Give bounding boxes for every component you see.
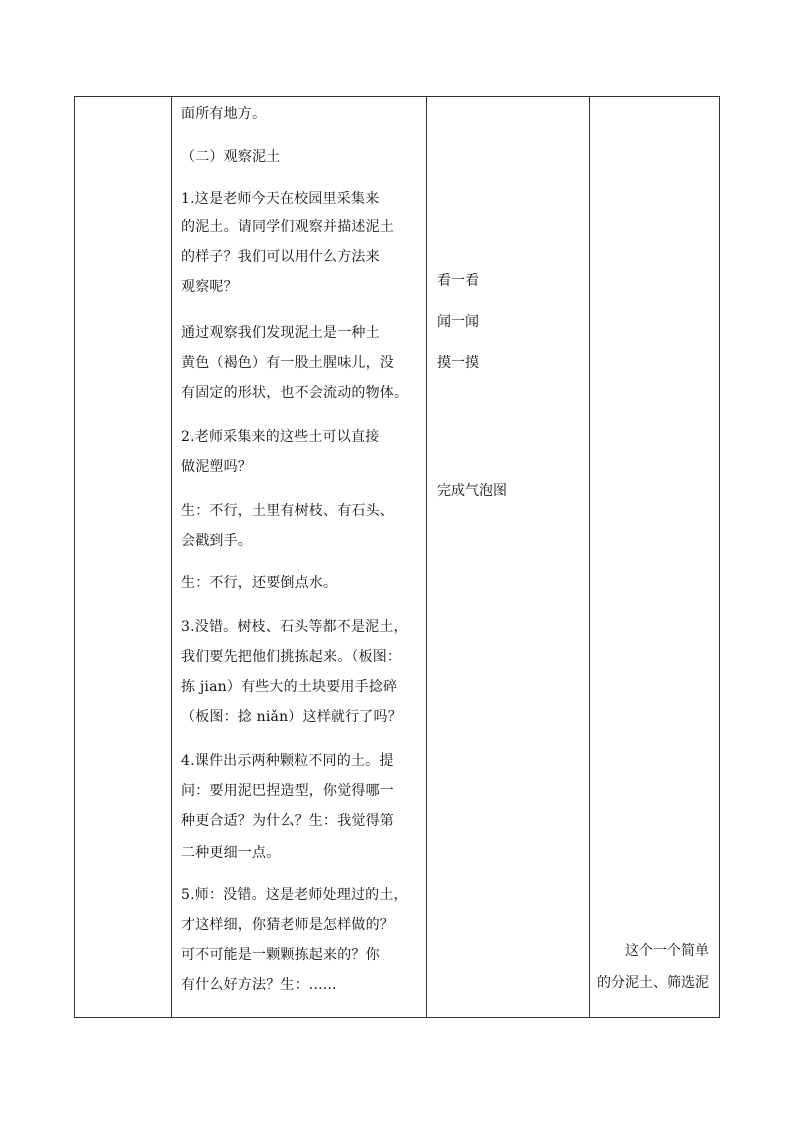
process-line: 可不可能是一颗颗拣起来的？你 (181, 947, 380, 963)
process-line: 生：不行，土里有树枝、有石头、 (181, 503, 394, 519)
process-line: 有固定的形状，也不会流动的物体。 (181, 385, 409, 401)
note-line: 的分泥土、筛选泥 (597, 975, 709, 991)
process-line: 拣 jian）有些大的土块要用手捻碎 (181, 679, 398, 695)
process-line: （板图：捻 niǎn）这样就行了吗？ (181, 709, 402, 725)
activity-item: 看一看 (437, 273, 479, 289)
process-line: 1.这是老师今天在校园里采集来 (181, 191, 380, 207)
process-line: 2.老师采集来的这些土可以直接 (181, 429, 380, 445)
teaching-process-cell (172, 97, 426, 1017)
process-line: 问：要用泥巴捏造型，你觉得哪一 (181, 783, 394, 799)
process-line: 黄色（褐色）有一股土腥味儿，没 (181, 355, 394, 371)
process-line: 会戳到手。 (181, 533, 252, 549)
process-line: 观察呢？ (181, 279, 238, 295)
process-line: 3.没错。树枝、石头等都不是泥土， (181, 619, 408, 635)
activity-item: 完成气泡图 (437, 483, 507, 499)
process-line: 通过观察我们发现泥土是一种土 (181, 325, 380, 341)
process-line: 生：不行，还要倒点水。 (181, 575, 338, 591)
process-line: 5.师：没错。这是老师处理过的土， (181, 887, 408, 903)
process-line: 我们要先把他们挑拣起来。（板图： (181, 649, 402, 665)
process-heading: （二）观察泥土 (181, 149, 281, 165)
process-line: 的样子？我们可以用什么方法来 (181, 249, 380, 265)
process-line: 才这样细，你猜老师是怎样做的？ (181, 917, 394, 933)
process-line: 的泥土。请同学们观察并描述泥土 (181, 219, 394, 235)
design-note-cell (590, 97, 721, 1017)
activity-item: 摸一摸 (437, 355, 479, 371)
lesson-table (74, 96, 720, 1018)
process-line: 种更合适？为什么？生：我觉得第 (181, 813, 394, 829)
activity-item: 闻一闻 (437, 314, 479, 330)
process-line: 4.课件出示两种颗粒不同的土。提 (181, 753, 394, 769)
process-line: 二种更细一点。 (181, 845, 281, 861)
process-line: 面所有地方。 (181, 106, 267, 122)
note-line: 这个一个简单 (625, 943, 709, 959)
process-line: 做泥塑吗？ (181, 459, 252, 475)
process-line: 有什么好方法？生：...... (181, 977, 337, 993)
student-activity-cell (427, 97, 589, 1017)
